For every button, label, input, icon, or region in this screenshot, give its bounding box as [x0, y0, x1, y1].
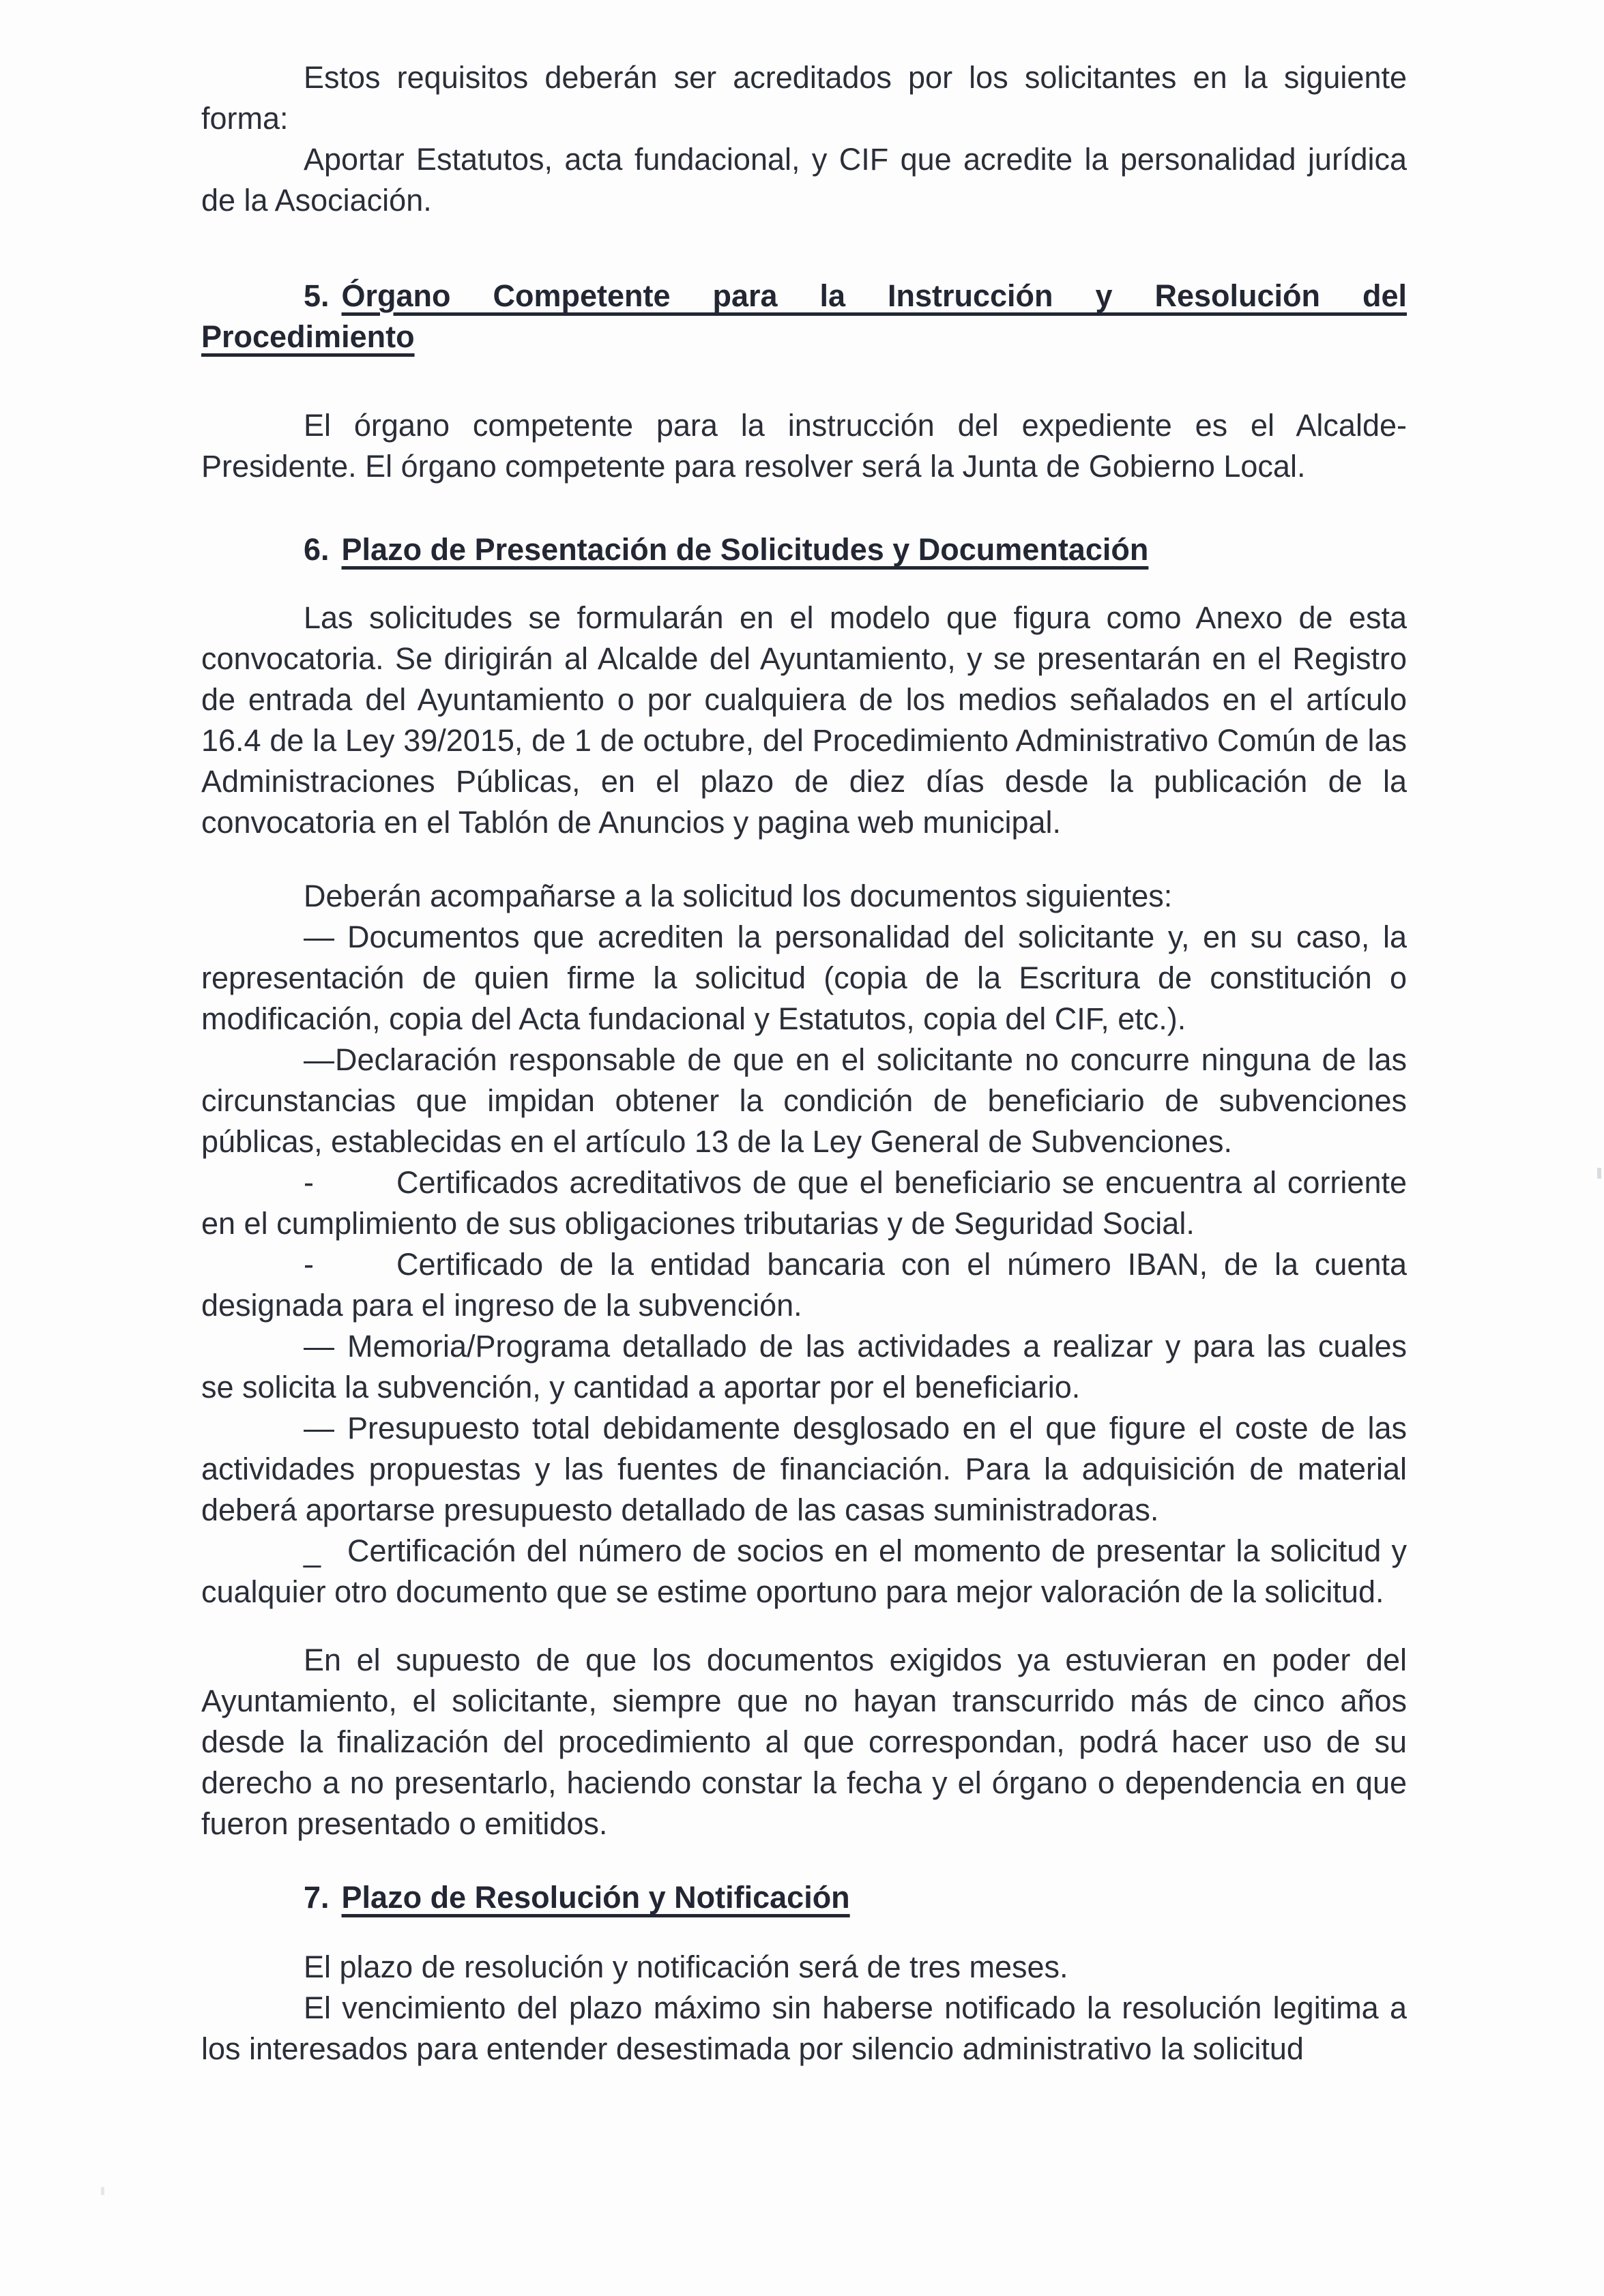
- paragraph-organo-competente: El órgano competente para la instrucción del expediente es el Alcalde-Presidente. El órgano competente para resolver será la Junta de Gobierno Local.: [201, 408, 1407, 484]
- heading-5-title-line1: Órgano Competente para la Instrucción y Resolución del: [341, 278, 1407, 313]
- heading-7-number: 7.: [304, 1880, 330, 1915]
- heading-6-number: 6.: [304, 532, 330, 567]
- list-dash-marker: —: [304, 1411, 334, 1445]
- document-list-item: [201, 1162, 1407, 1244]
- paragraph-deberan-acompanarse: Deberán acompañarse a la solicitud los documentos siguientes:: [304, 879, 1173, 913]
- heading-7-title: Plazo de Resolución y Notificación: [341, 1880, 850, 1915]
- paragraph-plazo-tres-meses: El plazo de resolución y notificación será de tres meses.: [304, 1949, 1068, 1984]
- list-item-text: Certificación del número de socios en el momento de presentar la solicitud y cualquier otro documento que se estime oportuno para mejor valoración de la solicitud.: [201, 1533, 1407, 1609]
- document-list-item: [201, 1244, 1407, 1326]
- list-item-text: Presupuesto total debidamente desglosado en el que figure el coste de las actividades propuestas y las fuentes de financiación. Para la adquisición de material deberá aportarse presupuesto detallado de las casas suministradoras.: [201, 1411, 1407, 1527]
- list-item-text: Certificados acreditativos de que el beneficiario se encuentra al corriente en el cumplimiento de sus obligaciones tributarias y de Seguridad Social.: [201, 1165, 1407, 1241]
- scan-artifact-bottom-left: [101, 2187, 104, 2195]
- list-dash-marker: —: [304, 1042, 334, 1077]
- heading-6-plazo-presentacion: [201, 529, 1407, 570]
- paragraph-requisitos-intro: Estos requisitos deberán ser acreditados por los solicitantes en la siguiente forma:: [201, 60, 1407, 136]
- documents-list: [201, 917, 1407, 1613]
- list-item-text: Certificado de la entidad bancaria con el número IBAN, de la cuenta designada para el ingreso de la subvención.: [201, 1247, 1407, 1323]
- list-dash-marker: -: [304, 1165, 314, 1200]
- list-dash-marker: —: [304, 1329, 334, 1364]
- document-list-item: [201, 1531, 1407, 1613]
- list-dash-marker: -: [304, 1247, 314, 1282]
- document-list-item: [201, 1040, 1407, 1162]
- paragraph-aportar-estatutos: Aportar Estatutos, acta fundacional, y CIF que acredite la personalidad jurídica de la Asociación.: [201, 142, 1407, 218]
- heading-7-plazo-resolucion: [201, 1877, 1407, 1918]
- heading-6-title: Plazo de Presentación de Solicitudes y Documentación: [341, 532, 1149, 567]
- list-dash-marker: —: [304, 919, 334, 954]
- document-list-item: [201, 1326, 1407, 1408]
- list-item-text: Declaración responsable de que en el solicitante no concurre ninguna de las circunstancias que impidan obtener la condición de beneficiario de subvenciones públicas, establecidas en el artículo 13 de la Ley General de Subvenciones.: [201, 1042, 1407, 1159]
- heading-5-organo-competente: [201, 276, 1407, 357]
- document-list-item: [201, 917, 1407, 1040]
- paragraph-las-solicitudes: Las solicitudes se formularán en el modelo que figura como Anexo de esta convocatoria. Se dirigirán al Alcalde del Ayuntamiento, y se presentarán en el Registro de entrada del Ayuntamiento o por cualquiera de los medios señalados en el artículo 16.4 de la Ley 39/2015, de 1 de octubre, del Procedimiento Administrativo Común de las Administraciones Públicas, en el plazo de diez días desde la publicación de la convocatoria en el Tablón de Anuncios y pagina web municipal.: [201, 600, 1407, 840]
- heading-5-number: 5.: [304, 278, 330, 313]
- list-item-text: Documentos que acrediten la personalidad del solicitante y, en su caso, la representación de quien firme la solicitud (copia de la Escritura de constitución o modificación, copia del Acta fundacional y Estatutos, copia del CIF, etc.).: [201, 919, 1407, 1036]
- heading-5-line1: [201, 276, 1407, 317]
- scan-artifact-right-edge: [1597, 1168, 1601, 1179]
- list-dash-marker: _: [304, 1533, 321, 1568]
- heading-5-line2: [201, 317, 1407, 357]
- document-list-item: [201, 1408, 1407, 1531]
- heading-5-title-line2: Procedimiento: [201, 319, 415, 354]
- paragraph-vencimiento: El vencimiento del plazo máximo sin haberse notificado la resolución legitima a los interesados para entender desestimada por silencio administrativo la solicitud: [201, 1990, 1407, 2066]
- list-item-text: Memoria/Programa detallado de las actividades a realizar y para las cuales se solicita la subvención, y cantidad a aportar por el beneficiario.: [201, 1329, 1407, 1404]
- paragraph-en-el-supuesto: En el supuesto de que los documentos exigidos ya estuvieran en poder del Ayuntamiento, el solicitante, siempre que no hayan transcurrido más de cinco años desde la finalización del procedimiento al que correspondan, podrá hacer uso de su derecho a no presentarlo, haciendo constar la fecha y el órgano o dependencia en que fueron presentado o emitidos.: [201, 1643, 1407, 1841]
